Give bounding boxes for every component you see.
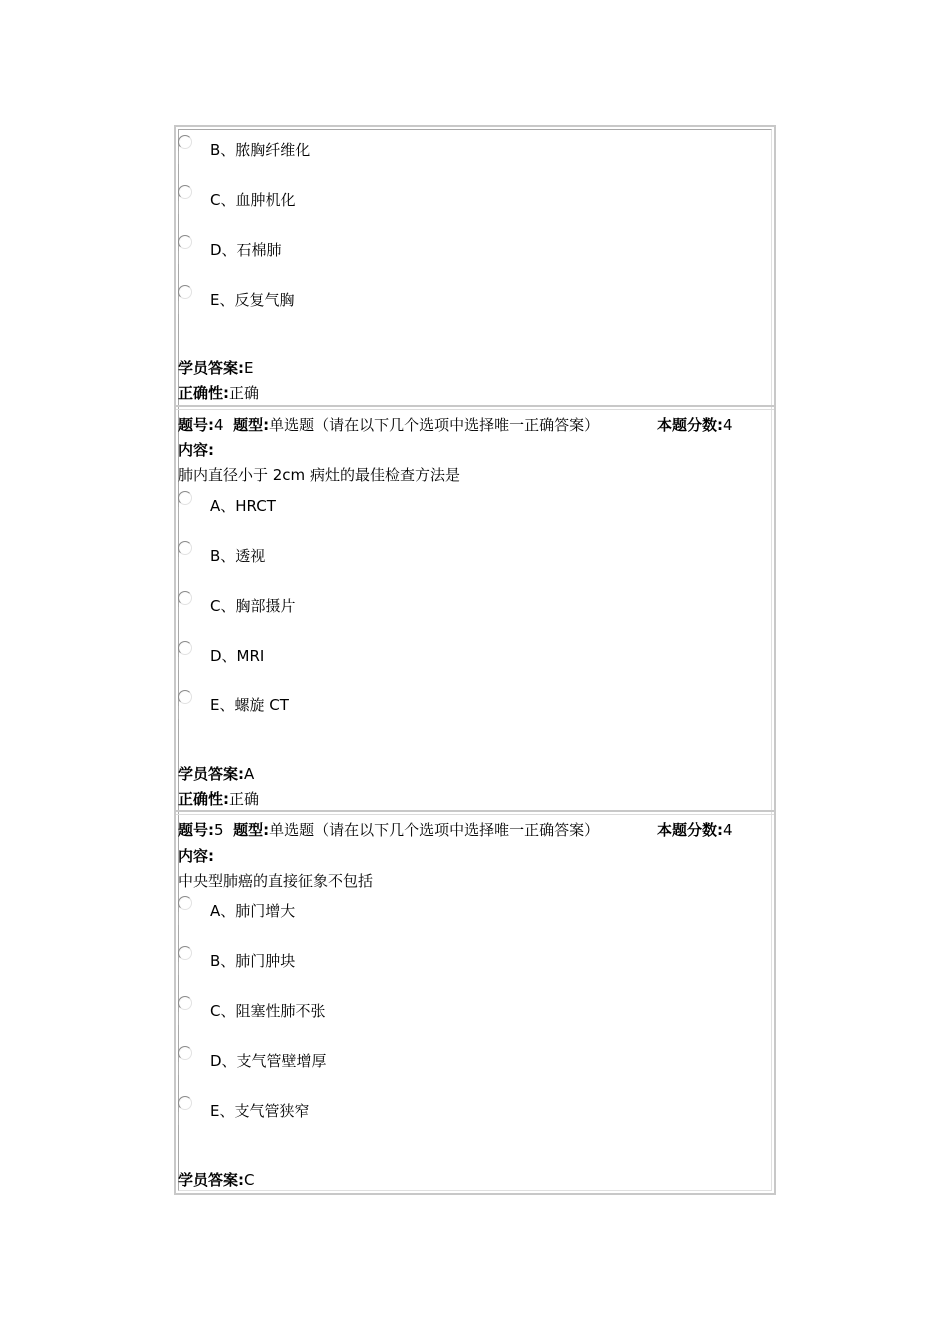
option-label: A、HRCT <box>210 497 276 515</box>
option-divider <box>178 251 179 264</box>
radio-button[interactable] <box>178 690 192 704</box>
question-number: 5 <box>214 821 224 839</box>
question-score <box>657 414 733 435</box>
option-label: C、血肿机化 <box>210 191 296 209</box>
correctness-label: 正确性: <box>178 790 229 808</box>
option-label: B、脓胸纤维化 <box>210 141 311 159</box>
correctness <box>178 788 259 809</box>
option-divider <box>178 962 179 975</box>
question-score <box>657 819 733 840</box>
student-answer-label: 学员答案: <box>178 1171 244 1189</box>
option-divider <box>178 151 179 164</box>
option-label: E、支气管狭窄 <box>210 1102 310 1120</box>
question-stem: 肺内直径小于 2cm 病灶的最佳检查方法是 <box>178 466 460 484</box>
student-answer-label: 学员答案: <box>178 359 244 377</box>
option-divider <box>178 1112 179 1125</box>
option-label: E、螺旋 CT <box>210 696 289 714</box>
option-label: B、透视 <box>210 547 266 565</box>
option-label: E、反复气胸 <box>210 291 295 309</box>
radio-button[interactable] <box>178 591 192 605</box>
question-type-label: 题型: <box>233 416 270 434</box>
radio-button[interactable] <box>178 491 192 505</box>
option-divider <box>178 301 179 314</box>
question-number-label: 题号: <box>178 416 214 434</box>
question-type: 单选题（请在以下几个选项中选择唯一正确答案） <box>269 416 600 434</box>
option-divider <box>178 201 179 214</box>
option-divider <box>178 507 179 520</box>
question-score-value: 4 <box>723 821 733 839</box>
radio-button[interactable] <box>178 946 192 960</box>
option-label: D、石棉肺 <box>210 241 282 259</box>
radio-button[interactable] <box>178 541 192 555</box>
question-separator <box>176 810 774 815</box>
radio-button[interactable] <box>178 996 192 1010</box>
question-score-label: 本题分数: <box>657 821 723 839</box>
option-divider <box>178 657 179 670</box>
option-divider <box>178 1062 179 1075</box>
radio-button[interactable] <box>178 641 192 655</box>
option-label: B、肺门肿块 <box>210 952 296 970</box>
radio-button[interactable] <box>178 285 192 299</box>
question-header <box>178 414 599 435</box>
student-answer <box>178 1169 254 1190</box>
option-label: C、阻塞性肺不张 <box>210 1002 326 1020</box>
option-divider <box>178 706 179 719</box>
option-divider <box>178 607 179 620</box>
correctness-value: 正确 <box>229 384 260 402</box>
content-label: 内容: <box>178 847 214 865</box>
question-score-value: 4 <box>723 416 733 434</box>
correctness-value: 正确 <box>229 790 260 808</box>
correctness-label: 正确性: <box>178 384 229 402</box>
student-answer <box>178 763 254 784</box>
radio-button[interactable] <box>178 1046 192 1060</box>
radio-button[interactable] <box>178 896 192 910</box>
radio-button[interactable] <box>178 185 192 199</box>
correctness <box>178 382 259 403</box>
question-stem: 中央型肺癌的直接征象不包括 <box>178 872 374 890</box>
radio-button[interactable] <box>178 135 192 149</box>
option-label: A、肺门增大 <box>210 902 296 920</box>
content-label: 内容: <box>178 441 214 459</box>
student-answer-value: A <box>244 765 255 783</box>
question-separator <box>176 405 774 410</box>
option-label: D、支气管壁增厚 <box>210 1052 327 1070</box>
option-divider <box>178 1012 179 1025</box>
option-label: D、MRI <box>210 647 265 665</box>
student-answer <box>178 357 253 378</box>
question-type-label: 题型: <box>233 821 270 839</box>
radio-button[interactable] <box>178 235 192 249</box>
question-number-label: 题号: <box>178 821 214 839</box>
question-header <box>178 819 599 840</box>
option-label: C、胸部摄片 <box>210 597 296 615</box>
student-answer-label: 学员答案: <box>178 765 244 783</box>
question-score-label: 本题分数: <box>657 416 723 434</box>
student-answer-value: E <box>244 359 254 377</box>
question-type: 单选题（请在以下几个选项中选择唯一正确答案） <box>269 821 600 839</box>
radio-button[interactable] <box>178 1096 192 1110</box>
question-number: 4 <box>214 416 224 434</box>
option-divider <box>178 912 179 925</box>
option-divider <box>178 557 179 570</box>
student-answer-value: C <box>244 1171 255 1189</box>
